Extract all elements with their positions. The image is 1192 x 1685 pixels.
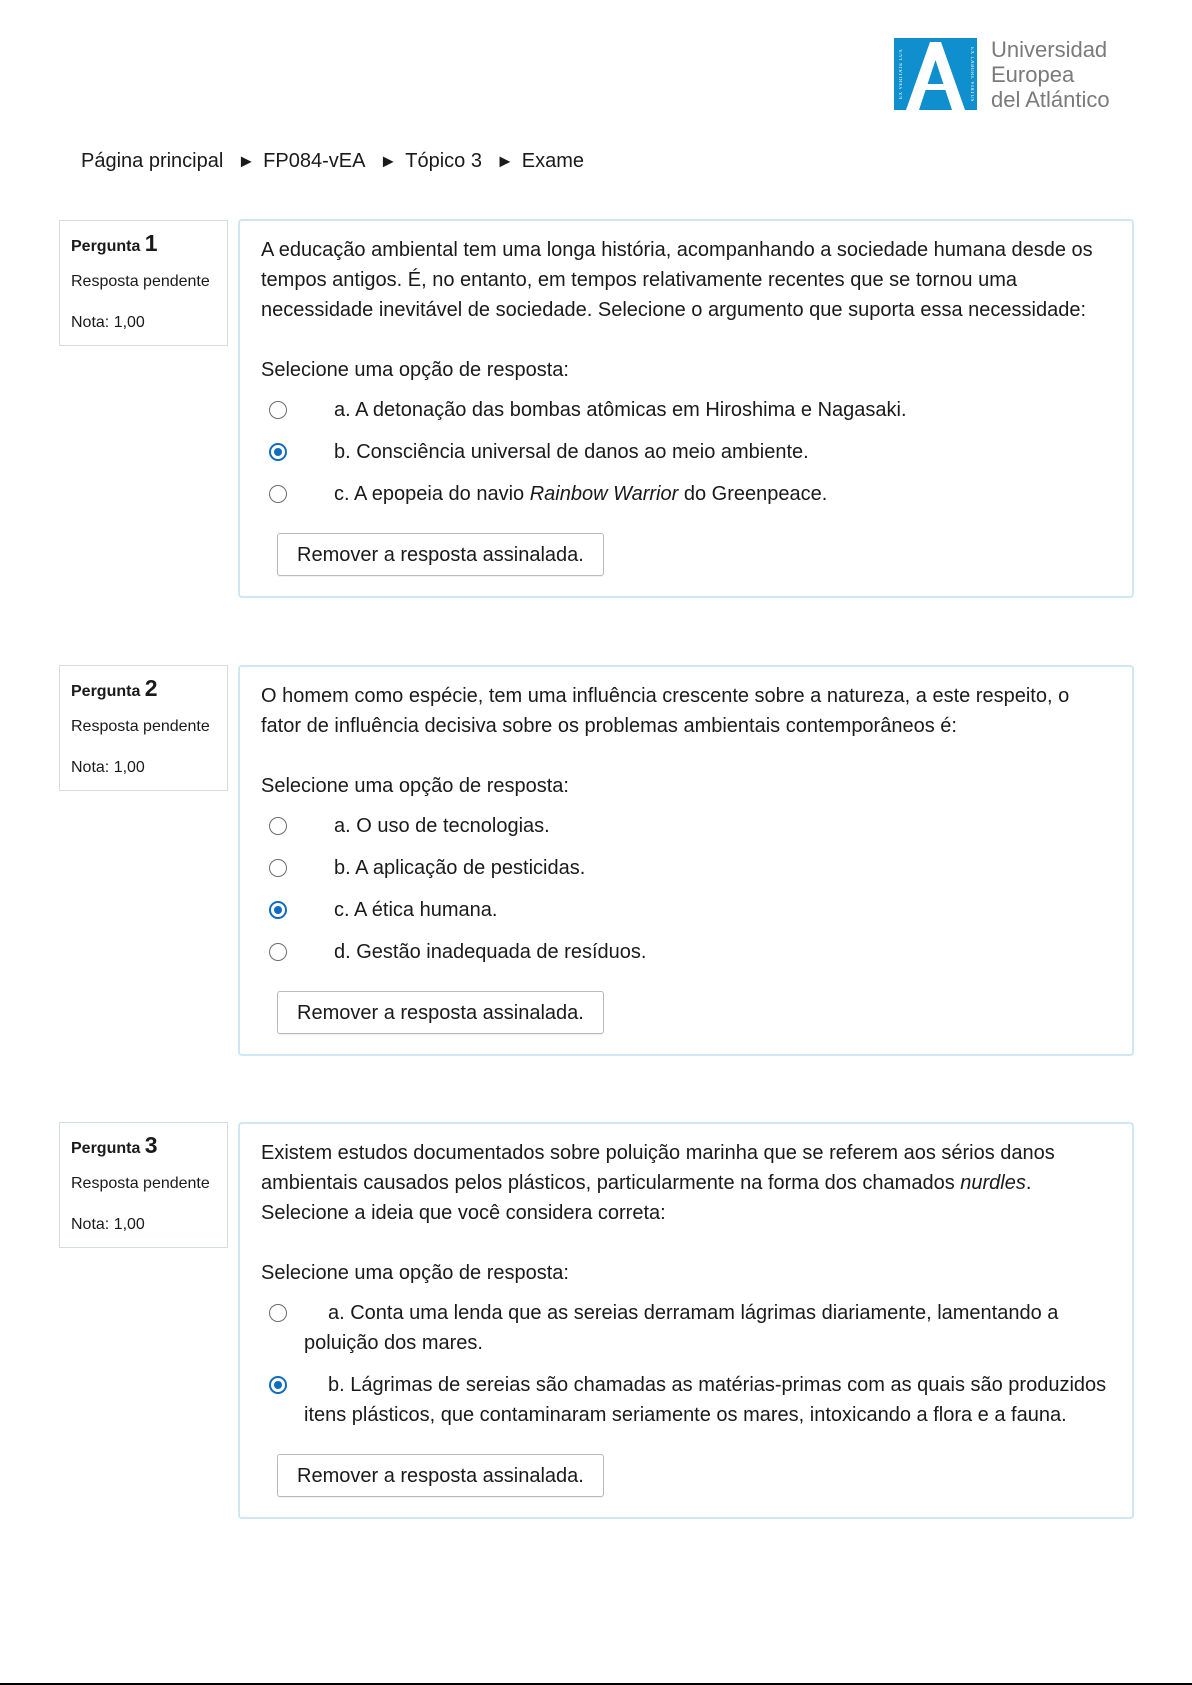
breadcrumb-home-link[interactable]: Página principal [81,150,224,172]
question-2-content [238,665,1134,1056]
answer-option[interactable] [261,805,1110,847]
answer-option[interactable] [261,889,1110,931]
answer-label[interactable] [304,395,1110,425]
question-label: Pergunta [71,238,141,255]
breadcrumb [81,148,584,174]
clear-answer-button[interactable]: Remover a resposta assinalada. [277,991,604,1034]
question-1-prompt: Selecione uma opção de resposta: [261,359,569,381]
radio-button[interactable] [269,401,287,419]
question-1-text: A educação ambiental tem uma longa história, acompanhando a sociedade humana desde os tempos antigos. É, no entanto, em tempos relativamente recentes que se tornou uma necessidade inevitável de sociedade. Selecione o argumento que suporta essa necessidade: [261,239,1093,321]
radio-button-selected[interactable] [269,901,287,919]
radio-button[interactable] [269,859,287,877]
logo-motto-left: EX VERITATE LUX [899,48,904,100]
question-3-state: Resposta pendente [71,1175,210,1192]
logo-mark-icon [894,38,977,110]
question-1-info [59,220,228,346]
question-1-answers [261,389,1110,515]
radio-button-selected[interactable] [269,1376,287,1394]
answer-text: a. O uso de tecnologias. [334,815,550,837]
logo-line-1: Universidad [991,37,1108,62]
answer-label[interactable] [304,895,1110,925]
question-2-state: Resposta pendente [71,718,210,735]
logo-line-3: del Atlántico [991,87,1110,112]
answer-text: d. Gestão inadequada de resíduos. [334,941,647,963]
question-2-title [71,676,216,704]
question-2-grade: Nota: 1,00 [71,759,145,776]
answer-option[interactable] [261,1292,1110,1364]
question-3-grade: Nota: 1,00 [71,1216,145,1233]
logo-motto-right: EX LABORE VIRTUS [969,46,974,102]
answer-option[interactable] [261,847,1110,889]
question-2-info [59,665,228,791]
question-1-grade: Nota: 1,00 [71,314,145,331]
breadcrumb-course-link[interactable]: FP084-vEA [263,150,366,172]
radio-button[interactable] [269,943,287,961]
answer-label[interactable] [304,937,1110,967]
answer-option[interactable] [261,473,1110,515]
answer-label[interactable] [304,479,1110,509]
answer-label[interactable] [304,437,1110,467]
question-1-title [71,231,216,259]
breadcrumb-topic-link[interactable]: Tópico 3 [405,150,482,172]
clear-answer-button[interactable]: Remover a resposta assinalada. [277,1454,604,1497]
clear-answer-button[interactable]: Remover a resposta assinalada. [277,533,604,576]
answer-label[interactable] [284,1370,1110,1430]
radio-button[interactable] [269,1304,287,1322]
answer-text-italic: Rainbow Warrior [529,483,679,505]
breadcrumb-exam-link[interactable]: Exame [521,150,585,172]
answer-text-part: c. A epopeia do navio [334,483,530,505]
answer-label[interactable] [304,853,1110,883]
radio-button[interactable] [269,817,287,835]
answer-text: b. A aplicação de pesticidas. [334,857,586,879]
breadcrumb-separator-icon: ► [379,151,398,171]
question-2-answers [261,805,1110,973]
answer-text [304,483,827,505]
answer-label[interactable] [284,1298,1110,1358]
answer-option[interactable] [261,1364,1110,1436]
question-text-italic: nurdles [960,1172,1026,1194]
university-logo[interactable] [894,38,1134,112]
question-2-text: O homem como espécie, tem uma influência crescente sobre a natureza, a este respeito, o fator de influência decisiva sobre os problemas ambientais contemporâneos é: [261,685,1070,737]
answer-text: b. Consciência universal de danos ao meio ambiente. [334,441,809,463]
answer-text: c. A ética humana. [334,899,498,921]
radio-button[interactable] [269,485,287,503]
answer-text-part: do Greenpeace. [678,483,828,505]
logo-wordmark [991,37,1110,112]
question-2-prompt: Selecione uma opção de resposta: [261,775,569,797]
answer-label[interactable] [304,811,1110,841]
answer-text: b. Lágrimas de sereias são chamadas as matérias-primas com as quais são produzidos itens plásticos, que contaminaram seriamente os mares, intoxicando a flora e a fauna. [304,1374,1107,1426]
answer-option[interactable] [261,431,1110,473]
question-1-state: Resposta pendente [71,273,210,290]
question-3-prompt: Selecione uma opção de resposta: [261,1262,569,1284]
answer-option[interactable] [261,931,1110,973]
question-3-text [261,1138,1110,1228]
question-3-content [238,1122,1134,1519]
question-text-part: . Selecione a ideia que você considera correta: [261,1172,1032,1224]
question-label: Pergunta [71,1140,141,1157]
answer-option[interactable] [261,389,1110,431]
question-number: 2 [144,675,158,701]
breadcrumb-separator-icon: ► [237,151,256,171]
question-1-content [238,219,1134,598]
question-number: 3 [144,1132,158,1158]
question-number: 1 [144,230,158,256]
question-3-info [59,1122,228,1248]
question-3-answers [261,1292,1110,1436]
answer-text: a. A detonação das bombas atômicas em Hiroshima e Nagasaki. [334,399,907,421]
question-text-part: Existem estudos documentados sobre poluição marinha que se referem aos sérios danos ambientais causados pelos plásticos, particularmente na forma dos chamados [261,1142,1055,1194]
breadcrumb-separator-icon: ► [495,151,514,171]
logo-line-2: Europea [991,62,1075,87]
radio-button-selected[interactable] [269,443,287,461]
question-label: Pergunta [71,683,141,700]
question-3-title [71,1133,216,1161]
answer-text: a. Conta uma lenda que as sereias derramam lágrimas diariamente, lamentando a poluição dos mares. [304,1302,1059,1354]
